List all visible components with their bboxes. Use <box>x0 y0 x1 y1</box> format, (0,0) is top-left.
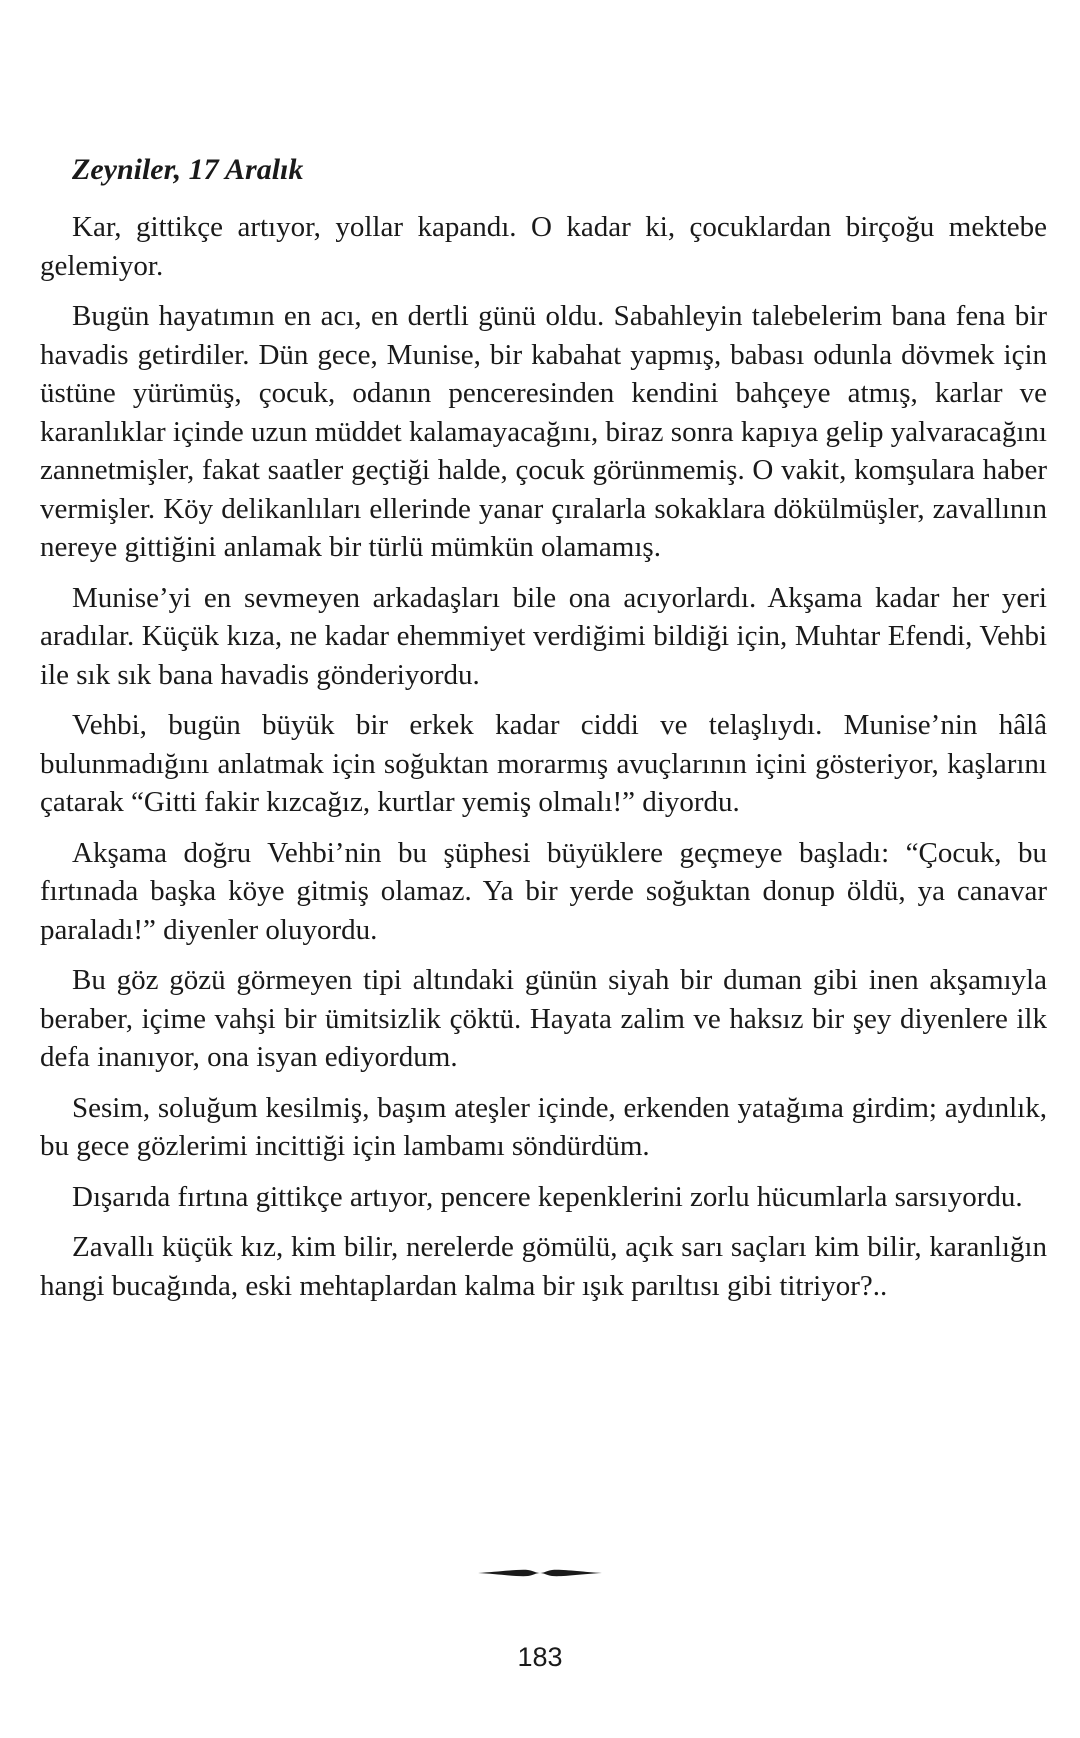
paragraph-8: Dışarıda fırtına gittikçe artıyor, pencere kepenklerini zorlu hücumlarla sarsıyordu. <box>72 1180 1023 1213</box>
section-end-ornament <box>478 1566 602 1580</box>
paragraph-2: Bugün hayatımın en acı, en dertli günü oldu. Sabahleyin talebelerim bana fena bir havadis getirdiler. Dün gece, Munise, bir kabahat yapmış, babası odunla dövmek için üstüne yürümüş, çocuk, odanın penceresinden kendini bahçeye atmış, karlar ve karanlıklar içinde uzun müddet kalamayacağını, biraz sonra kapıya gelip yalvaracağını zannetmişler, fakat saatler geçtiği halde, çocuk görünmemiş. O vakit, komşulara haber vermişler. Köy delikanlıları ellerinde yanar çıralarla sokaklara dökülmüşler, zavallının nereye gittiğini anlamak bir türlü mümkün olamamış. <box>40 300 1047 563</box>
book-page-text <box>40 150 1047 1317</box>
paragraph-5: Akşama doğru Vehbi’nin bu şüphesi büyüklere geçmeye başladı: “Çocuk, bu fırtınada başka köye gitmiş olamaz. Ya bir yerde soğuktan donup öldü, ya canavar paraladı!” diyenler oluyordu. <box>40 836 1047 946</box>
paragraph-4: Vehbi, bugün büyük bir erkek kadar ciddi ve telaşlıydı. Munise’nin hâlâ bulunmadığını anlatmak için soğuktan morarmış avuçlarının içini gösteriyor, kaşlarını çatarak “Gitti fakir kızcağız, kurtlar yemiş olmalı!” diyordu. <box>40 709 1047 818</box>
page-number: 183 <box>517 1642 563 1672</box>
paragraph-3: Munise’yi en sevmeyen arkadaşları bile ona acıyorlardı. Akşama kadar her yeri aradılar. Küçük kıza, ne kadar ehemmiyet verdiğimi bildiği için, Muhtar Efendi, Vehbi ile sık sık bana havadis gönderiyordu. <box>40 581 1047 691</box>
paragraph-6: Bu göz gözü görmeyen tipi altındaki günün siyah bir duman gibi inen akşamıyla beraber, içime vahşi bir ümitsizlik çöktü. Hayata zalim ve haksız bir şey diyenlere ilk defa inanıyor, ona isyan ediyordum. <box>40 964 1047 1073</box>
section-heading: Zeyniler, 17 Aralık <box>72 153 304 186</box>
paragraph-9: Zavallı küçük kız, kim bilir, nerelerde gömülü, açık sarı saçları kim bilir, karanlığın hangi bucağında, eski mehtaplardan kalma bir ışık parıltısı gibi titriyor?.. <box>40 1231 1047 1302</box>
paragraph-7: Sesim, soluğum kesilmiş, başım ateşler içinde, erkenden yatağıma girdim; aydınlık, bu gece gözlerimi incittiği için lambamı söndürdüm. <box>40 1091 1047 1162</box>
paragraph-1: Kar, gittikçe artıyor, yollar kapandı. O kadar ki, çocuklardan birçoğu mektebe gelemiyor. <box>40 211 1047 282</box>
